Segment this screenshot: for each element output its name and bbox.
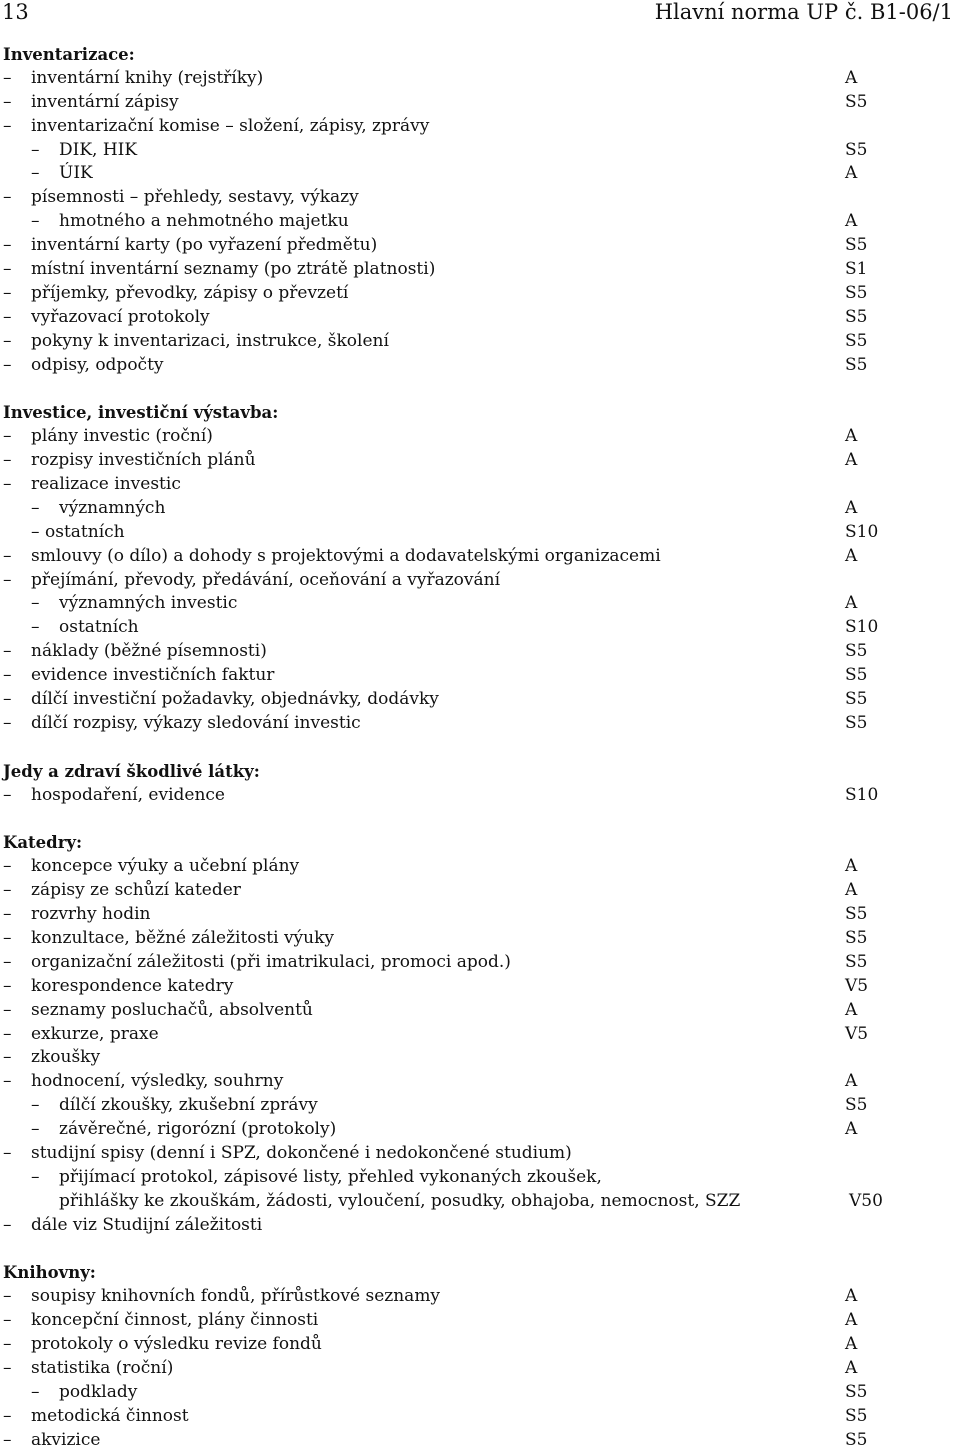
item-text: organizační záležitosti (při imatrikulaci, promoci apod.) — [31, 951, 511, 972]
section-title: Inventarizace: — [3, 45, 135, 64]
section-spacer — [0, 377, 960, 401]
item-text: významných investic — [59, 593, 238, 614]
dash-bullet: – — [3, 689, 12, 710]
item-text: příjemky, převodky, zápisy o převzetí — [31, 282, 349, 303]
retention-code: S5 — [845, 641, 868, 662]
item-text: hodnocení, výsledky, souhrny — [31, 1071, 284, 1092]
list-item — [0, 1070, 960, 1094]
section-title: Investice, investiční výstavba: — [3, 403, 279, 423]
dash-bullet: – — [31, 139, 40, 160]
list-item — [0, 1023, 960, 1047]
dash-bullet: – — [3, 115, 12, 136]
item-text: významných — [59, 497, 166, 518]
retention-code: A — [845, 1334, 858, 1355]
section-heading — [0, 1261, 960, 1285]
dash-bullet: – — [3, 91, 12, 112]
dash-bullet: – — [3, 880, 12, 901]
dash-bullet: – — [3, 904, 12, 925]
item-text: přijímací protokol, zápisové listy, přehled vykonaných zkoušek, — [59, 1166, 602, 1187]
section-spacer — [0, 736, 960, 760]
list-item — [0, 91, 960, 115]
list-item — [0, 162, 960, 186]
item-text: zkoušky — [31, 1047, 101, 1068]
dash-bullet: – — [3, 474, 12, 495]
dash-bullet: – — [3, 306, 12, 327]
dash-bullet: – — [3, 712, 12, 733]
item-text: podklady — [59, 1381, 138, 1402]
list-item — [0, 330, 960, 354]
list-item — [0, 306, 960, 330]
retention-code: V5 — [845, 975, 869, 996]
section-heading — [0, 43, 960, 67]
list-item — [0, 139, 960, 163]
retention-code: S5 — [845, 904, 868, 925]
dash-bullet: – — [31, 1095, 40, 1116]
item-text: ostatních — [59, 617, 139, 638]
retention-code: S5 — [845, 665, 868, 686]
list-item — [0, 1309, 960, 1333]
retention-schedule — [0, 43, 960, 1453]
retention-code: A — [845, 1071, 858, 1092]
item-text: místní inventární seznamy (po ztrátě platnosti) — [31, 259, 436, 280]
list-item — [0, 545, 960, 569]
list-item — [0, 975, 960, 999]
item-text: rozvrhy hodin — [31, 904, 151, 925]
list-item — [0, 569, 960, 593]
retention-code: A — [845, 545, 858, 566]
item-text: inventární karty (po vyřazení předmětu) — [31, 235, 378, 256]
retention-code: A — [845, 999, 858, 1020]
dash-bullet: – — [3, 330, 12, 351]
dash-bullet: – — [3, 187, 12, 208]
item-text: studijní spisy (denní i SPZ, dokončené i nedokončené studium) — [31, 1142, 572, 1163]
item-text: ÚIK — [59, 163, 93, 184]
dash-bullet: – — [31, 211, 40, 232]
list-item — [0, 1166, 960, 1190]
retention-code: S10 — [845, 784, 879, 805]
retention-code: S5 — [845, 91, 868, 112]
dash-bullet: – — [3, 1071, 12, 1092]
retention-code: V5 — [845, 1023, 869, 1044]
dash-bullet: – — [31, 1119, 40, 1140]
list-item — [0, 616, 960, 640]
item-text: hospodaření, evidence — [31, 784, 225, 805]
retention-code: S5 — [845, 927, 868, 948]
retention-code: A — [845, 67, 858, 88]
list-item — [0, 1405, 960, 1429]
item-text: ostatních — [45, 521, 125, 542]
dash-bullet: – — [3, 1142, 12, 1163]
list-item — [0, 1214, 960, 1238]
list-item — [0, 67, 960, 91]
section-spacer — [0, 808, 960, 832]
retention-code: A — [845, 163, 858, 184]
item-text: dále viz Studijní záležitosti — [31, 1214, 263, 1235]
dash-bullet: – — [3, 282, 12, 303]
retention-code: S5 — [845, 306, 868, 327]
dash-bullet: – — [3, 1357, 12, 1378]
item-text: odpisy, odpočty — [31, 354, 164, 375]
dash-bullet: – — [3, 354, 12, 375]
retention-code: S5 — [845, 235, 868, 256]
section-heading — [0, 831, 960, 855]
dash-bullet: – — [3, 1047, 12, 1068]
norm-title: Hlavní norma UP č. B1-06/1 — [654, 0, 953, 24]
list-item — [0, 449, 960, 473]
item-text: dílčí zkoušky, zkušební zprávy — [59, 1095, 318, 1116]
item-text: náklady (běžné písemnosti) — [31, 641, 267, 662]
retention-code: A — [845, 426, 858, 447]
item-text: pokyny k inventarizaci, instrukce, školení — [31, 330, 389, 351]
list-item — [0, 210, 960, 234]
list-item — [0, 354, 960, 378]
dash-bullet: – — [3, 235, 12, 256]
section-title: Katedry: — [3, 833, 83, 853]
dash-bullet: – — [3, 450, 12, 471]
dash-bullet: – — [3, 975, 12, 996]
item-text: přihlášky ke zkouškám, žádosti, vyloučení, posudky, obhajoba, nemocnost, SZZ — [59, 1190, 741, 1211]
dash-bullet: – — [31, 521, 40, 542]
list-item — [0, 855, 960, 879]
retention-code: S5 — [845, 330, 868, 351]
item-text: soupisy knihovních fondů, přírůstkové seznamy — [31, 1286, 441, 1307]
item-text: rozpisy investičních plánů — [31, 450, 256, 471]
item-text: písemnosti – přehledy, sestavy, výkazy — [31, 187, 359, 208]
item-text: vyřazovací protokoly — [31, 306, 210, 327]
dash-bullet: – — [3, 1286, 12, 1307]
retention-code: V50 — [849, 1190, 883, 1211]
item-text: inventární knihy (rejstříky) — [31, 67, 264, 88]
dash-bullet: – — [3, 1334, 12, 1355]
list-item — [0, 712, 960, 736]
item-text: plány investic (roční) — [31, 426, 213, 447]
list-item — [0, 999, 960, 1023]
list-item — [0, 1429, 960, 1453]
list-item — [0, 1046, 960, 1070]
dash-bullet: – — [3, 569, 12, 590]
list-item — [0, 497, 960, 521]
item-text: konzultace, běžné záležitosti výuky — [31, 927, 335, 948]
retention-code: A — [845, 880, 858, 901]
retention-code: S5 — [845, 951, 868, 972]
item-text: koncepce výuky a učební plány — [31, 856, 300, 877]
section-title: Jedy a zdraví škodlivé látky: — [3, 761, 260, 781]
retention-code: S5 — [845, 689, 868, 710]
item-text: DIK, HIK — [59, 139, 138, 160]
retention-code: A — [845, 211, 858, 232]
dash-bullet: – — [3, 927, 12, 948]
list-item — [0, 1285, 960, 1309]
item-text: evidence investičních faktur — [31, 665, 275, 686]
dash-bullet: – — [3, 784, 12, 805]
dash-bullet: – — [31, 593, 40, 614]
retention-code: S10 — [845, 617, 879, 638]
dash-bullet: – — [31, 1381, 40, 1402]
dash-bullet: – — [3, 1429, 12, 1450]
item-text: dílčí rozpisy, výkazy sledování investic — [31, 712, 361, 733]
dash-bullet: – — [3, 641, 12, 662]
list-item — [0, 282, 960, 306]
dash-bullet: – — [31, 617, 40, 638]
dash-bullet: – — [3, 1405, 12, 1426]
dash-bullet: – — [3, 1310, 12, 1331]
list-item — [0, 1381, 960, 1405]
item-text: hmotného a nehmotného majetku — [59, 211, 349, 232]
list-item — [0, 1333, 960, 1357]
item-text: akvizice — [31, 1429, 101, 1450]
list-item — [0, 664, 960, 688]
item-text: protokoly o výsledku revize fondů — [31, 1334, 322, 1355]
dash-bullet: – — [3, 999, 12, 1020]
dash-bullet: – — [31, 497, 40, 518]
item-text: zápisy ze schůzí kateder — [31, 880, 241, 901]
retention-code: A — [845, 497, 858, 518]
page-header — [0, 0, 960, 30]
list-item — [0, 951, 960, 975]
item-text: seznamy posluchačů, absolventů — [31, 999, 313, 1020]
retention-code: S5 — [845, 354, 868, 375]
list-item — [0, 115, 960, 139]
item-text: inventární zápisy — [31, 91, 179, 112]
item-text: korespondence katedry — [31, 975, 234, 996]
list-item — [0, 784, 960, 808]
list-item — [0, 425, 960, 449]
retention-code: S5 — [845, 1429, 868, 1450]
item-text: realizace investic — [31, 474, 181, 495]
retention-code: A — [845, 856, 858, 877]
dash-bullet: – — [3, 426, 12, 447]
item-text: koncepční činnost, plány činnosti — [31, 1310, 319, 1331]
dash-bullet: – — [3, 856, 12, 877]
item-text: přejímání, převody, předávání, oceňování a vyřazování — [31, 569, 501, 590]
dash-bullet: – — [3, 1214, 12, 1235]
dash-bullet: – — [3, 1023, 12, 1044]
list-item — [0, 473, 960, 497]
retention-code: S5 — [845, 712, 868, 733]
dash-bullet: – — [31, 1166, 40, 1187]
retention-code: A — [845, 1119, 858, 1140]
list-item — [0, 640, 960, 664]
retention-code: S5 — [845, 282, 868, 303]
retention-code: A — [845, 1357, 858, 1378]
retention-code: A — [845, 593, 858, 614]
list-item — [0, 903, 960, 927]
item-text: dílčí investiční požadavky, objednávky, dodávky — [31, 689, 439, 710]
list-item — [0, 234, 960, 258]
dash-bullet: – — [3, 951, 12, 972]
item-text: statistika (roční) — [31, 1357, 174, 1378]
list-item — [0, 186, 960, 210]
item-text: smlouvy (o dílo) a dohody s projektovými a dodavatelskými organizacemi — [31, 545, 661, 566]
list-item — [0, 1357, 960, 1381]
section-title: Knihovny: — [3, 1263, 96, 1283]
list-item — [0, 879, 960, 903]
dash-bullet: – — [3, 67, 12, 88]
retention-code: S1 — [845, 259, 868, 280]
dash-bullet: – — [3, 665, 12, 686]
retention-code: S5 — [845, 1405, 868, 1426]
list-item — [0, 1142, 960, 1166]
retention-code: S10 — [845, 521, 879, 542]
retention-code: A — [845, 1310, 858, 1331]
section-spacer — [0, 1238, 960, 1262]
retention-code: S5 — [845, 139, 868, 160]
page-number: 13 — [2, 0, 29, 24]
list-item — [0, 927, 960, 951]
retention-code: S5 — [845, 1095, 868, 1116]
list-item — [0, 258, 960, 282]
retention-code: S5 — [845, 1381, 868, 1402]
list-item — [0, 1118, 960, 1142]
dash-bullet: – — [3, 259, 12, 280]
dash-bullet: – — [31, 163, 40, 184]
item-text: metodická činnost — [31, 1405, 189, 1426]
retention-code: A — [845, 1286, 858, 1307]
retention-code: A — [845, 450, 858, 471]
dash-bullet: – — [3, 545, 12, 566]
list-item — [0, 1094, 960, 1118]
item-text: exkurze, praxe — [31, 1023, 159, 1044]
list-item — [0, 688, 960, 712]
item-text: inventarizační komise – složení, zápisy, zprávy — [31, 115, 430, 136]
section-heading — [0, 401, 960, 425]
list-item — [0, 1190, 960, 1214]
item-text: závěrečné, rigorózní (protokoly) — [59, 1119, 337, 1140]
section-heading — [0, 760, 960, 784]
list-item — [0, 592, 960, 616]
list-item — [0, 521, 960, 545]
